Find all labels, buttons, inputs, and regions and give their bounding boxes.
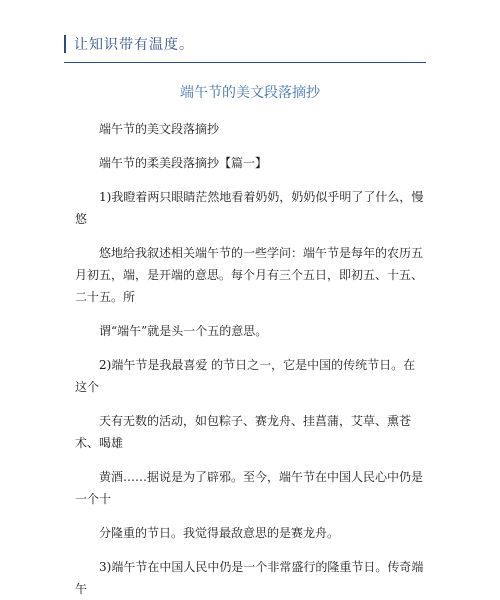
document-body [75,118,427,600]
document-title: 端午节的美文段落摘抄 [180,85,320,101]
paragraph: 谓“端午”就是头一个五的意思。 [99,324,268,338]
header-slogan: 让知识带有温度。 [74,37,194,53]
paragraph: 分隆重的节日。我觉得最敌意思的是赛龙舟。 [99,526,340,540]
section-heading: 端午节的柔美段落摘抄【篇一】 [99,156,268,170]
paragraph: 1)我瞪着两只眼睛茫然地看着奶奶，奶奶似乎明了了什么，慢悠 [75,190,424,226]
header [64,34,194,54]
paragraph: 天有无数的活动，如包粽子、赛龙舟、挂菖蒲，艾草、熏苍术、喝雄 [75,414,412,450]
paragraph: 端午节的美文段落摘抄 [99,122,220,136]
paragraph: 2)端午节是我最喜爱 的节日之一，它是中国的传统节日。在这个 [75,358,416,394]
header-divider [64,62,426,63]
header-accent-bar [64,35,66,53]
paragraph: 黄酒……据说是为了辟邪。至今，端午节在中国人民心中仍是一个十 [75,470,424,506]
paragraph: 3)端午节在中国人民中仍是一个非常盛行的隆重节日。传奇端午 [75,560,424,596]
paragraph: 悠地给我叙述相关端午节的一些学问：端午节是每年的农历五月初五，端，是开端的意思。每个月有三个五日，即初五、十五、二十五。所 [75,246,424,304]
